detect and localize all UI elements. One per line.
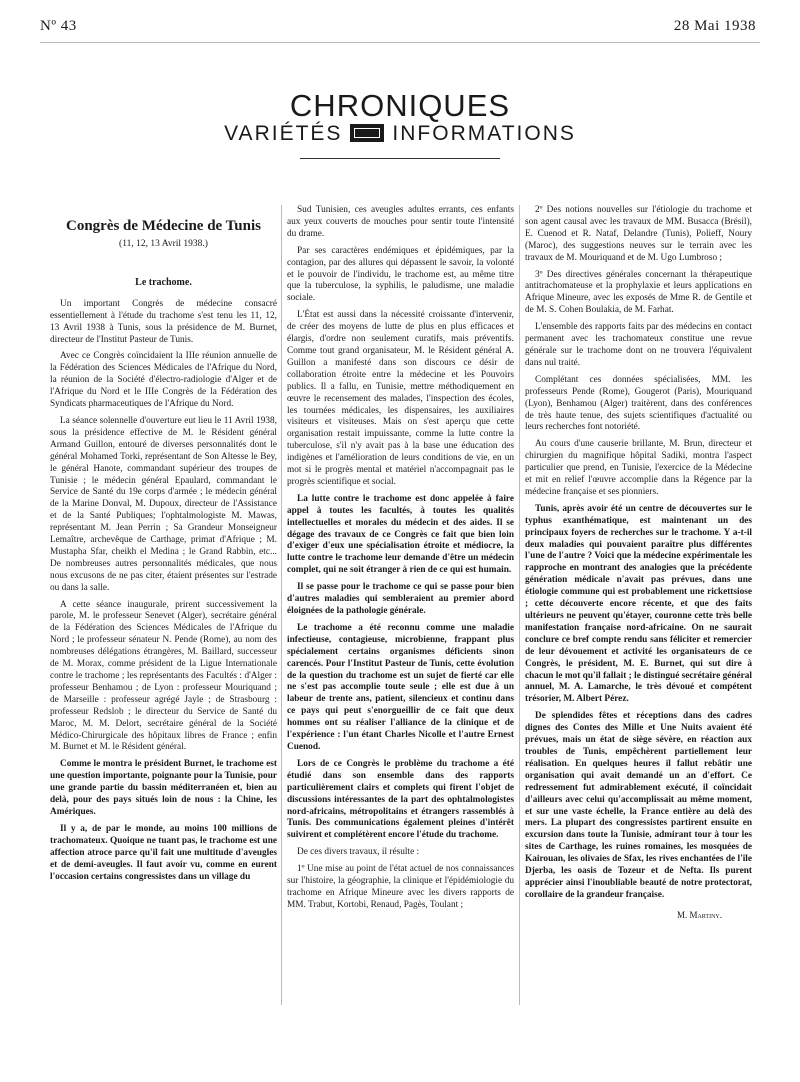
- masthead-right: INFORMATIONS: [392, 122, 576, 145]
- paragraph: Sud Tunisien, ces aveugles adultes errants, ces enfants aux yeux couverts de mouches pour sentir toute l'intensité du drame.: [287, 205, 514, 239]
- header-rule: [40, 42, 760, 43]
- article-dates: (11, 12, 13 Avril 1938.): [119, 239, 208, 249]
- paragraph: La lutte contre le trachome est donc appelée à faire appel à toutes les facultés, à toutes les qualités intellectuelles et morales du médecin et des aides. Il se dégage des travaux de ce Congrès ce fait que bien loin d'exiger d'eux une spécialisation étroite et médiocre, la lutte contre le trachome leur demande d'être un médecin complet, qui ne soit étranger à rien de ce qui est humain.: [287, 493, 514, 576]
- paragraph: A cette séance inaugurale, prirent successivement la parole, M. le professeur Senevet (Alger), secrétaire général de la Fédération des Sciences Médicales de l'Afrique du Nord ; le professeur sénateur N. Pende (Rome), au nom des nombreuses délégations étrangères, M. Baillard, successeur de M. Morax, comme président de la Ligue Internationale contre le trachome ; les représentants des Facultés : d'Alger : professeur Benhamou ; de Lyon : professeur Mouriquand ; de Marseille : professeur agrégé Jayle ; de Strasbourg : professeur Redslob ; le directeur du Service de Santé du Maroc, M. M. Delort, secrétaire général de la Société Médico-Chirurgicale des hôpitaux libres de France ; enfin M. Burnet et M. le Résident général.: [50, 599, 277, 753]
- column-divider: [281, 205, 282, 1005]
- column-divider: [519, 205, 520, 1005]
- column-2-body: [287, 205, 514, 912]
- author-signature: M. Martiny.: [676, 909, 722, 920]
- paragraph: Par ses caractères endémiques et épidémiques, par la contagion, par des allures qui dépassent le savoir, la volonté et le pouvoir de l'individu, le trachome est, au même titre que la tuberculose, la syphilis, le paludisme, une maladie sociale.: [287, 245, 514, 304]
- issue-number: Nº 43: [40, 18, 77, 34]
- column-2: [287, 205, 514, 917]
- paragraph: Comme le montra le président Burnet, le trachome est une question importante, poignante pour la Tunisie, pour une grande partie du bassin méditerranéen et, bien au delà, pour des pays situés loin de nous : la Chine, les Amériques.: [50, 759, 277, 817]
- paragraph: 3º Des directives générales concernant la thérapeutique antitrachomateuse et la prophylaxie et leurs applications en Afrique Mineure, avec les exposés de Mme R. de Gentile et de M. S. Cohen Boulakia, de M. Farhat.: [525, 269, 752, 316]
- masthead-subtitle: [0, 122, 800, 146]
- paragraph: Avec ce Congrès coïncidaient la IIIe réunion annuelle de la Fédération des Sciences Médicales de l'Afrique du Nord, la réunion de la Société d'électro-radiologie d'Alger et de l'Afrique du Nord et le IIIe Congrès de la Fédération des Syndicats pharmaceutiques de l'Afrique du Nord.: [50, 351, 277, 410]
- column-1: [50, 205, 277, 888]
- paragraph: La séance solennelle d'ouverture eut lieu le 11 Avril 1938, sous la présidence effective de M. le Résident général Armand Guillon, entouré de diverses personnalités dont le général Mohamed Torki, représentant de Son Altesse le Bey, le général Hanote, commandant supérieur des troupes de Tunisie ; le médecin général Epaulard, commandant le Service de Santé du 19e corps d'armée ; le médecin général de la Marine Donval, M. Dupoux, directeur de l'Assistance et de la Santé Publiques; l'ophtalmologiste M. Mawas, représentant M. Jean Perrin ; Sa Grandeur Monseigneur Lemaître, archevêque de Carthage, primat d'Afrique ; M. Mustapha Sfar, cheikh el Medina ; le Grand Rabbin, etc... De nombreuses autres personnalités médicales, que nous nous excusons de ne pas citer, étaient présentes sur l'estrade ou dans la salle.: [50, 415, 277, 593]
- paragraph: 1º Une mise au point de l'état actuel de nos connaissances sur l'histoire, la géographie, la clinique et l'épidémiologie du trachome en Afrique Mineure avec les divers rapports de MM. Trabut, Kortobi, Renaud, Pagès, Toulant ;: [287, 864, 514, 910]
- article-title: Congrès de Médecine de Tunis: [65, 218, 261, 234]
- paragraph: Tunis, après avoir été un centre de découvertes sur le typhus exanthématique, est maintenant un des principaux foyers de recherches sur le trachome. Y a-t-il deux maladies qui pouvaient paraître plus différentes l'une de l'autre ? Voici que la médecine expérimentale les rapproche en montrant des analogies que la précédente génération médicale n'avait pas prévues, dans une étiologie commune qui est probablement une rickettsiose ; cette découverte encore récente, et que des faits ultérieurs ne peuvent qu'étayer, couronne cette très belle manifestation française nord-africaine. On ne saurait conclure ce bref compte rendu sans féliciter et remercier de leur dévouement et activité les organisateurs de ce Congrès, le président, M. E. Burnet, qui sut dire à chacun le mot qu'il fallait ; le distingué secrétaire général annuel, M. A. Lamarche, le très dévoué et compétent trésorier, M. Albert Pérez.: [525, 503, 752, 705]
- masthead-title: CHRONIQUES: [289, 88, 511, 123]
- column-3: [525, 205, 752, 922]
- paragraph: Le trachome a été reconnu comme une maladie infectieuse, contagieuse, microbienne, frappant plus spécialement certains organismes déficients sinon carencés. Pour l'Institut Pasteur de Tunis, cette évolution de la question du trachome est un sujet de fierté car elle ne s'est pas accomplie toute seule ; elle est due à un labeur de trente ans, patient, silencieux et continu dans ce pays qui peut s'enorgueillir de ce fait que deux hommes ont su réaliser l'alliance de la clinique et de l'expérience : l'un étant Charles Nicolle et l'autre Ernest Cuenod.: [287, 622, 514, 752]
- column-1-body: [50, 299, 277, 884]
- section-heading: Le trachome.: [135, 276, 192, 288]
- ornament-icon: [350, 124, 384, 142]
- masthead-rule: [300, 158, 500, 159]
- issue-date: 28 Mai 1938: [673, 18, 756, 34]
- paragraph: De splendides fêtes et réceptions dans des cadres dignes des Contes des Mille et Une Nuits avaient été prévues, mais un état de siège sévère, en réaction aux troubles de Tunis, empêchèrent partiellement leur réalisation. En quelques heures il fallut rebâtir une organisation qui avait demandé un an d'effort. Ce redressement fut admirablement exécuté, il coïncidait d'ailleurs avec celui qu'accomplissait au même moment, et sur une vaste échelle, la France entière au delà des mers. La plupart des congressistes partirent ensuite en excursion dans toute la Tunisie, admirant tour à tour les sites de Carthage, les ruines romaines, les mosquées de Kairouan, les olivaies de Sfax, les rives enchantées de l'île Djerba, les oasis de Tozeur et de Nefta. Ils purent apprécier ainsi l'inoubliable beauté de notre protectorat, corollaire de la grandeur française.: [525, 711, 752, 900]
- paragraph: 2º Des notions nouvelles sur l'étiologie du trachome et son agent causal avec les travaux de MM. Busacca (Brésil), E. Cuenod et R. Nataf, Delandre (Tunis), Polieff, Noury (Maroc), des suggestions neuves sur le terrain avec les travaux de M. Mouriquand et de M. Ugo Lumbroso ;: [525, 205, 752, 263]
- column-3-body: [525, 205, 752, 902]
- paragraph: L'ensemble des rapports faits par des médecins en contact permanent avec les trachomateux constitue une revue générale sur le trachome dont on ne trouvera l'équivalent dans nul traité.: [525, 322, 752, 368]
- paragraph: De ces divers travaux, il résulte :: [297, 847, 420, 858]
- paragraph: Au cours d'une causerie brillante, M. Brun, directeur et chirurgien du magnifique hôpital Sadiki, montra l'aspect particulier que prend, en Tunisie, l'exercice de la Médecine et mit en relief l'œuvre accomplie dans la Régence par la médecine française et ses pionniers.: [525, 439, 752, 497]
- paragraph: L'État est aussi dans la nécessité croissante d'intervenir, de créer des moyens de lutte de plus en plus efficaces et élargis, d'ordre non seulement curatifs, mais préventifs. Comme tout grand organisateur, M. le Résident général A. Guillon a manifesté dans son discours ce désir de collaboration étroite entre la médecine et les Pouvoirs publics. Il a fallu, en Tunisie, mettre méthodiquement en œuvre le recensement des malades, l'inspection des écoles, les tournées médicales, les dispensaires, les auxiliaires visiteurs et visiteuses. Mais on s'est aperçu que cette organisation restait impuissante, comme la lutte contre la tuberculose, s'il n'y avait pas à la base une éducation des indigènes et l'amélioration de leurs conditions de vie, en un mot si le progrès mental et matériel n'accompagnait pas le progrès scientifique et social.: [287, 310, 514, 487]
- paragraph: Complétant ces données spécialisées, MM. les professeurs Pende (Rome), Gougerot (Paris), Mouriquand (Lyon), Benhamou (Alger) traitèrent, dans des conférences de très haute tenue, des sujets scientifiques d'actualité ou leurs recherches font notoriété.: [525, 374, 752, 433]
- masthead-left: VARIÉTÉS: [224, 122, 343, 145]
- paragraph: Lors de ce Congrès le problème du trachome a été étudié dans son ensemble dans des rapports particulièrement clairs et complets qui firent l'objet de discussions intéressantes de la part des ophtalmologistes nord-africains, métropolitains et étrangers rassemblés à Tunis. Des communications également pleines d'intérêt suivirent et complétèrent encore l'étude du trachome.: [287, 758, 514, 841]
- paragraph: Il se passe pour le trachome ce qui se passe pour bien d'autres maladies qui sembleraient au premier abord éloignées de la pathologie générale.: [287, 582, 514, 616]
- paragraph: Il y a, de par le monde, au moins 100 millions de trachomateux. Quoique ne tuant pas, le trachome est une affection atroce parce qu'il fait une multitude d'aveugles et de demi-aveugles. Il faut avoir vu, comme en eurent l'occasion certains congressistes dans un village du: [50, 823, 277, 882]
- paragraph: Un important Congrès de médecine consacré essentiellement à l'étude du trachome s'est tenu les 11, 12, 13 Avril 1938 à Tunis, sous la présidence de M. Burnet, directeur de l'Institut Pasteur de Tunis.: [50, 298, 277, 345]
